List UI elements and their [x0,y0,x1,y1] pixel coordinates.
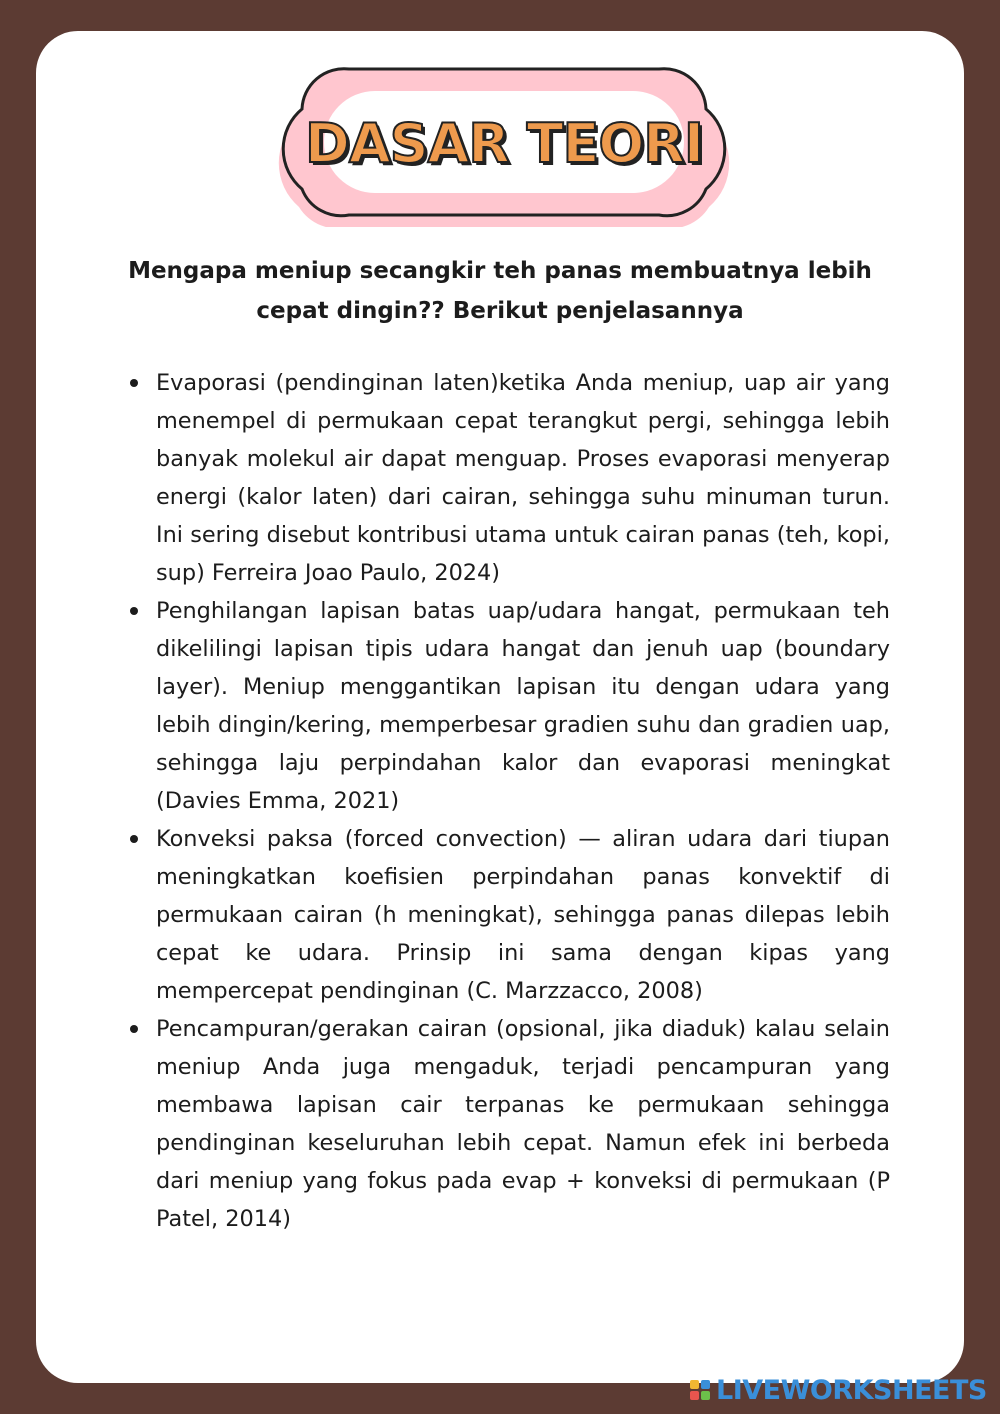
question-heading [96,251,904,331]
liveworksheets-logo-icon [690,1380,710,1400]
question-line-1: Mengapa meniup secangkir teh panas membuatnya lebih [128,258,872,284]
worksheet-card [36,31,964,1383]
bullet-icon [130,379,138,387]
list-item [122,820,890,1010]
watermark-text: LIVEWORKSHEETS [716,1374,987,1406]
list-item-text: Evaporasi (pendinginan laten)ketika Anda meniup, uap air yang menempel di permukaan cepat terangkut pergi, sehingga lebih banyak molekul air dapat menguap. Proses evaporasi menyerap energi (kalor laten) dari cairan, sehingga suhu minuman turun. Ini sering disebut kontribusi utama untuk cairan panas (teh, kopi, sup) Ferreira Joao Paulo, 2024) [156,370,890,586]
page-title: DASAR TEORI [305,112,703,175]
list-item-text: Konveksi paksa (forced convection) — aliran udara dari tiupan meningkatkan koefisien perpindahan panas konvektif di permukaan cairan (h meningkat), sehingga panas dilepas lebih cepat ke udara. Prinsip ini sama dengan kipas yang mempercepat pendinginan (C. Marzzacco, 2008) [156,826,890,1004]
bullet-icon [130,835,138,843]
question-line-2: cepat dingin?? Berikut penjelasannya [256,298,744,324]
list-item [122,592,890,820]
list-item [122,1010,890,1238]
list-item-text: Penghilangan lapisan batas uap/udara hangat, permukaan teh dikelilingi lapisan tipis udara hangat dan jenuh uap (boundary layer). Meniup menggantikan lapisan itu dengan udara yang lebih dingin/kering, memperbesar gradien suhu dan gradien uap, sehingga laju perpindahan kalor dan evaporasi meningkat (Davies Emma, 2021) [156,598,890,814]
list-item-text: Pencampuran/gerakan cairan (opsional, jika diaduk) kalau selain meniup Anda juga mengaduk, terjadi pencampuran yang membawa lapisan cair terpanas ke permukaan sehingga pendinginan keseluruhan lebih cepat. Namun efek ini berbeda dari meniup yang fokus pada evap + konveksi di permukaan (P Patel, 2014) [156,1016,890,1232]
list-item [122,364,890,592]
explanation-list [122,364,890,1238]
liveworksheets-watermark[interactable] [690,1370,987,1410]
bullet-icon [130,607,138,615]
bullet-icon [130,1025,138,1033]
title-badge [254,57,754,227]
